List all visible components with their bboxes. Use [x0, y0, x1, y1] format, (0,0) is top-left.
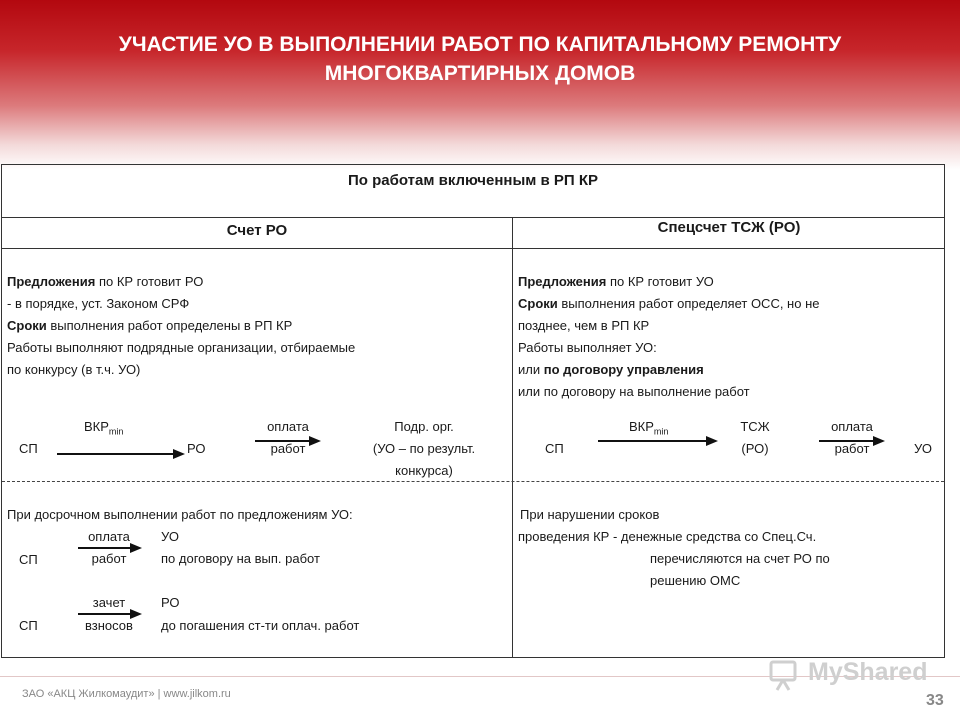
- left-flow2-uo: УО: [161, 529, 179, 544]
- left-contest-line: по конкурсу (в т.ч. УО): [7, 362, 141, 377]
- left-flow2-below: работ: [91, 551, 127, 566]
- right-violation-line2: проведения КР - денежные средства со Спец.Сч.: [518, 529, 817, 544]
- right-violation-line4: решению ОМС: [650, 573, 741, 588]
- column-header-left: Счет РО: [226, 222, 288, 239]
- right-flow1-sp: СП: [545, 441, 564, 456]
- left-flow1-contractor-note2: конкурса): [395, 463, 453, 478]
- column-divider: [512, 217, 513, 658]
- left-flow1-pay-below: работ: [270, 441, 306, 456]
- left-contractors-line: Работы выполняют подрядные организации, отбираемые: [7, 340, 356, 355]
- left-flow1-sp: СП: [19, 441, 38, 456]
- right-deadline-line: позднее, чем в РП КР: [518, 318, 650, 333]
- right-proposals-line: Предложения по КР готовит УО: [518, 274, 714, 289]
- right-flow1-arrow-a: [598, 435, 718, 447]
- left-order-line: - в порядке, уст. Законом СРФ: [7, 296, 190, 311]
- header-divider: [2, 217, 944, 218]
- right-works-line: Работы выполняет УО:: [518, 340, 657, 355]
- left-flow2-desc: по договору на вып. работ: [161, 551, 320, 566]
- subheader-divider: [2, 248, 944, 249]
- left-flow3-sp: СП: [19, 618, 38, 633]
- right-flow1-tsj: ТСЖ: [740, 419, 770, 434]
- right-flow1-uo: УО: [914, 441, 932, 456]
- left-flow1-vkr-label: $ВКР_{min}$: [84, 419, 124, 437]
- left-flow3-above: зачет: [92, 595, 126, 610]
- column-header-right: Спецсчет ТСЖ (РО): [657, 219, 801, 236]
- right-flow1-vkr-label: $ВКР_{min}$: [629, 419, 669, 437]
- slide-title-line1: УЧАСТИЕ УО В ВЫПОЛНЕНИИ РАБОТ ПО КАПИТАЛЬНОМУ РЕМОНТУ: [118, 33, 842, 56]
- slide-title: [40, 30, 920, 88]
- footer-company: ЗАО «АКЦ Жилкомаудит» | www.jilkom.ru: [22, 688, 231, 700]
- right-terms-line: Сроки выполнения работ определяет ОСС, но не: [518, 296, 820, 311]
- right-work-contract-line: или по договору на выполнение работ: [518, 384, 750, 399]
- left-flow3-below: взносов: [85, 618, 133, 633]
- left-flow1-pay-above: оплата: [267, 419, 309, 434]
- left-flow3-desc: до погашения ст-ти оплач. работ: [161, 618, 360, 633]
- right-violation-line1: При нарушении сроков: [520, 507, 660, 522]
- left-flow3-ro: РО: [161, 595, 180, 610]
- left-flow2-above: оплата: [88, 529, 130, 544]
- right-mgmt-contract-line: или по договору управления: [518, 362, 704, 377]
- left-flow1-arrow-a: [57, 448, 185, 460]
- comparison-table: [1, 164, 945, 658]
- table-header: По работам включенным в РП КР: [347, 172, 599, 189]
- left-flow1-contractor: Подр. орг.: [394, 419, 454, 434]
- right-flow1-tsj-ro: (РО): [741, 441, 769, 456]
- slide-title-line2: МНОГОКВАРТИРНЫХ ДОМОВ: [324, 62, 636, 85]
- left-terms-line: Сроки выполнения работ определены в РП КР: [7, 318, 293, 333]
- right-flow1-pay-above: оплата: [831, 419, 873, 434]
- left-flow1-ro: РО: [187, 441, 206, 456]
- left-flow2-sp: СП: [19, 552, 38, 567]
- watermark-logo: [768, 656, 928, 694]
- left-early-completion: При досрочном выполнении работ по предложениям УО:: [7, 507, 353, 522]
- left-flow1-contractor-note: (УО – по результ.: [372, 441, 476, 456]
- left-proposals-line: Предложения по КР готовит РО: [7, 274, 204, 289]
- right-violation-line3: перечисляются на счет РО по: [650, 551, 830, 566]
- page-number: 33: [926, 692, 944, 709]
- right-flow1-pay-below: работ: [834, 441, 870, 456]
- presentation-icon: [768, 658, 802, 692]
- watermark-text: MyShared: [808, 658, 928, 686]
